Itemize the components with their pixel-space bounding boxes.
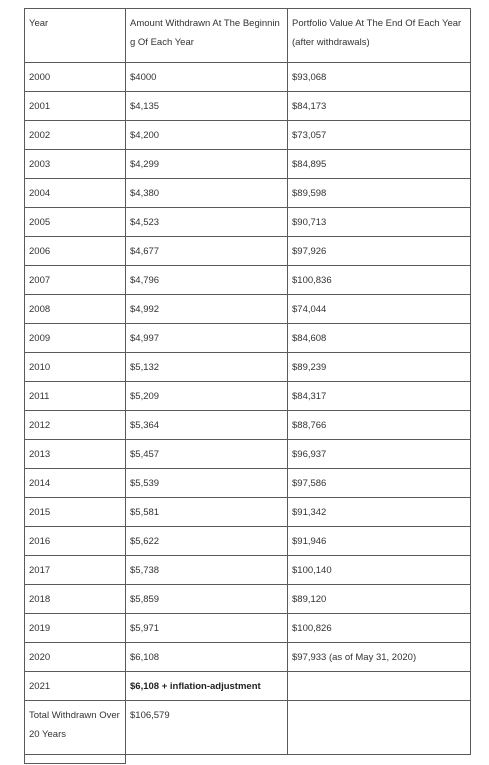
table-row bbox=[25, 92, 471, 121]
cell-portfolio-value: $89,598 bbox=[288, 179, 471, 208]
cell-portfolio-value: $84,608 bbox=[288, 324, 471, 353]
cell-amount-withdrawn: $6,108 bbox=[126, 643, 288, 672]
header-amount-withdrawn: Amount Withdrawn At The Beginning Of Each Year bbox=[126, 9, 288, 63]
cell-portfolio-value: $96,937 bbox=[288, 440, 471, 469]
cell-amount-withdrawn: $4,200 bbox=[126, 121, 288, 150]
cell-amount-withdrawn: $5,364 bbox=[126, 411, 288, 440]
cell-year: 2004 bbox=[25, 179, 126, 208]
table-trailing-row bbox=[25, 755, 471, 764]
cell-amount-withdrawn: $5,971 bbox=[126, 614, 288, 643]
cell-year: 2002 bbox=[25, 121, 126, 150]
cell-year: 2007 bbox=[25, 266, 126, 295]
table-body bbox=[25, 9, 471, 764]
cell-portfolio-value: $97,926 bbox=[288, 237, 471, 266]
cell-amount-withdrawn: $6,108 + inflation-adjustment bbox=[126, 672, 288, 701]
table-row bbox=[25, 353, 471, 382]
cell-amount-withdrawn: $5,132 bbox=[126, 353, 288, 382]
cell-year: 2017 bbox=[25, 556, 126, 585]
cell-portfolio-value: $84,173 bbox=[288, 92, 471, 121]
cell-portfolio-value: $100,826 bbox=[288, 614, 471, 643]
table-row bbox=[25, 527, 471, 556]
table-row bbox=[25, 295, 471, 324]
cell-amount-withdrawn: $5,622 bbox=[126, 527, 288, 556]
cell-portfolio-value: $91,946 bbox=[288, 527, 471, 556]
table-row bbox=[25, 411, 471, 440]
table-total-row bbox=[25, 701, 471, 755]
cell-amount-withdrawn: $4,135 bbox=[126, 92, 288, 121]
withdrawal-table bbox=[24, 8, 471, 764]
cell-amount-withdrawn: $5,581 bbox=[126, 498, 288, 527]
cell-amount-withdrawn: $4,796 bbox=[126, 266, 288, 295]
table-row bbox=[25, 63, 471, 92]
cell-amount-withdrawn: $4,523 bbox=[126, 208, 288, 237]
cell-portfolio-value: $100,836 bbox=[288, 266, 471, 295]
total-label: Total Withdrawn Over 20 Years bbox=[25, 701, 126, 755]
table-row bbox=[25, 469, 471, 498]
cell-amount-withdrawn: $4,997 bbox=[126, 324, 288, 353]
cell-portfolio-value: $84,317 bbox=[288, 382, 471, 411]
cell-year: 2012 bbox=[25, 411, 126, 440]
header-portfolio-value: Portfolio Value At The End Of Each Year (after withdrawals) bbox=[288, 9, 471, 63]
cell-amount-withdrawn: $4000 bbox=[126, 63, 288, 92]
cell-year: 2008 bbox=[25, 295, 126, 324]
cell-amount-withdrawn: $5,859 bbox=[126, 585, 288, 614]
cell-amount-withdrawn: $4,380 bbox=[126, 179, 288, 208]
trailing-cell bbox=[288, 755, 471, 764]
table-row bbox=[25, 556, 471, 585]
cell-portfolio-value: $90,713 bbox=[288, 208, 471, 237]
total-extra bbox=[288, 701, 471, 755]
table-row bbox=[25, 324, 471, 353]
cell-portfolio-value: $74,044 bbox=[288, 295, 471, 324]
cell-portfolio-value: $89,120 bbox=[288, 585, 471, 614]
cell-year: 2005 bbox=[25, 208, 126, 237]
cell-portfolio-value: $88,766 bbox=[288, 411, 471, 440]
trailing-cell bbox=[126, 755, 288, 764]
cell-portfolio-value: $100,140 bbox=[288, 556, 471, 585]
cell-year: 2018 bbox=[25, 585, 126, 614]
cell-year: 2015 bbox=[25, 498, 126, 527]
cell-year: 2013 bbox=[25, 440, 126, 469]
cell-portfolio-value: $91,342 bbox=[288, 498, 471, 527]
cell-year: 2020 bbox=[25, 643, 126, 672]
cell-year: 2006 bbox=[25, 237, 126, 266]
table-row bbox=[25, 643, 471, 672]
table-header-row bbox=[25, 9, 471, 63]
cell-year: 2009 bbox=[25, 324, 126, 353]
cell-year: 2011 bbox=[25, 382, 126, 411]
table-row bbox=[25, 498, 471, 527]
cell-year: 2003 bbox=[25, 150, 126, 179]
cell-amount-withdrawn: $5,738 bbox=[126, 556, 288, 585]
cell-portfolio-value: $97,933 (as of May 31, 2020) bbox=[288, 643, 471, 672]
header-year: Year bbox=[25, 9, 126, 63]
cell-amount-withdrawn: $4,992 bbox=[126, 295, 288, 324]
cell-amount-withdrawn: $4,299 bbox=[126, 150, 288, 179]
cell-year: 2016 bbox=[25, 527, 126, 556]
cell-year: 2001 bbox=[25, 92, 126, 121]
cell-year: 2021 bbox=[25, 672, 126, 701]
table-row bbox=[25, 179, 471, 208]
cell-amount-withdrawn: $5,209 bbox=[126, 382, 288, 411]
table-row bbox=[25, 614, 471, 643]
table-row bbox=[25, 266, 471, 295]
cell-portfolio-value: $97,586 bbox=[288, 469, 471, 498]
cell-portfolio-value bbox=[288, 672, 471, 701]
cell-portfolio-value: $93,068 bbox=[288, 63, 471, 92]
cell-year: 2010 bbox=[25, 353, 126, 382]
cell-year: 2000 bbox=[25, 63, 126, 92]
cell-year: 2014 bbox=[25, 469, 126, 498]
table-row bbox=[25, 440, 471, 469]
table-row bbox=[25, 237, 471, 266]
table-row bbox=[25, 585, 471, 614]
table-row bbox=[25, 121, 471, 150]
trailing-cell bbox=[25, 755, 126, 764]
cell-amount-withdrawn: $4,677 bbox=[126, 237, 288, 266]
total-value: $106,579 bbox=[126, 701, 288, 755]
table-row bbox=[25, 382, 471, 411]
table-row bbox=[25, 150, 471, 179]
table-row bbox=[25, 672, 471, 701]
cell-portfolio-value: $84,895 bbox=[288, 150, 471, 179]
cell-amount-withdrawn: $5,457 bbox=[126, 440, 288, 469]
cell-amount-withdrawn: $5,539 bbox=[126, 469, 288, 498]
cell-portfolio-value: $73,057 bbox=[288, 121, 471, 150]
cell-year: 2019 bbox=[25, 614, 126, 643]
cell-portfolio-value: $89,239 bbox=[288, 353, 471, 382]
table-row bbox=[25, 208, 471, 237]
